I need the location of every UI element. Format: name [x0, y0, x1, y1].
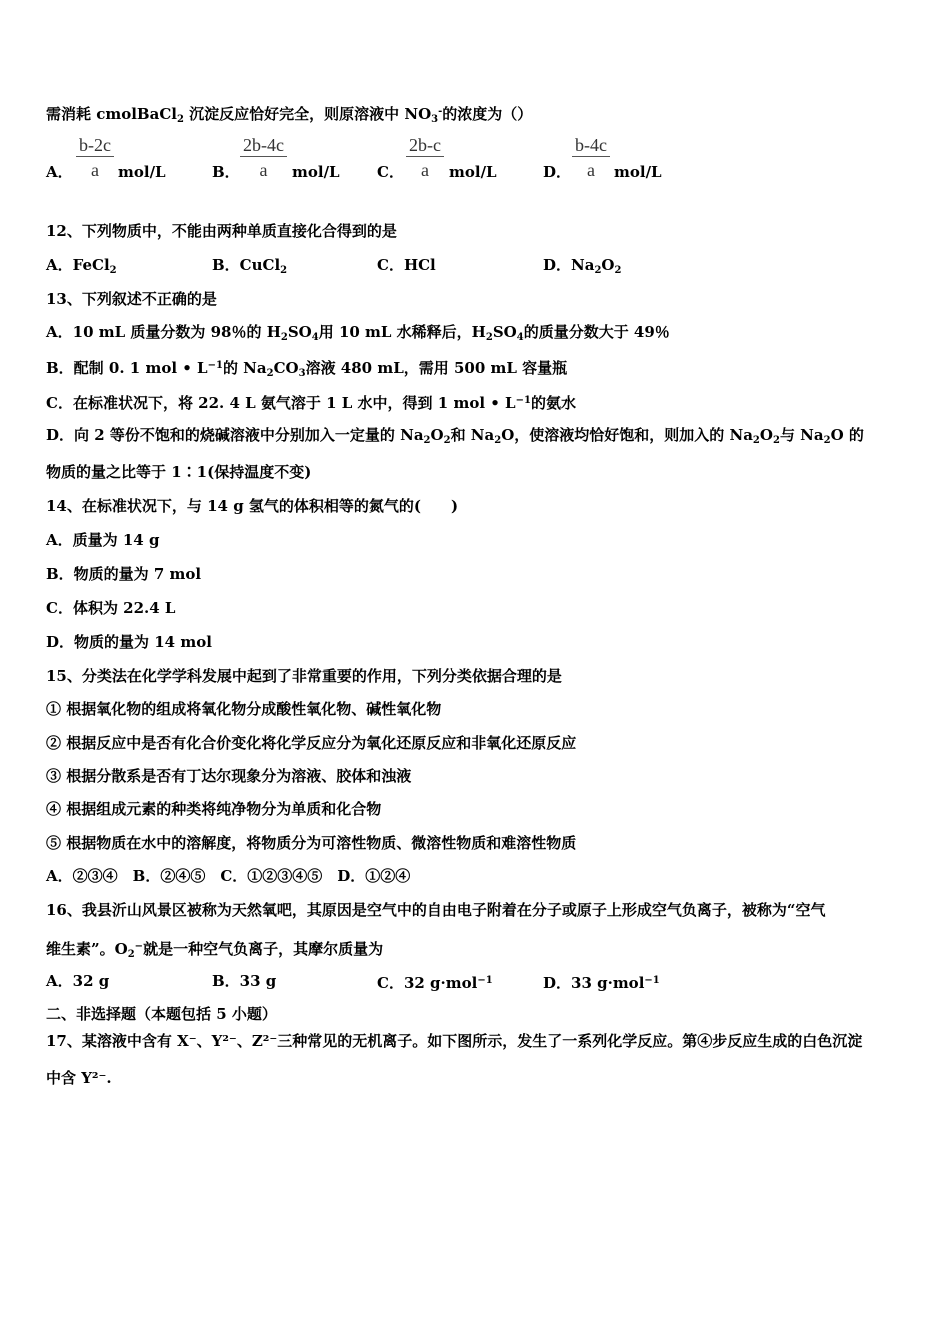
option-text: O [601, 256, 615, 274]
q16-option-b: B．33 g [212, 972, 277, 990]
q13-option-b [46, 356, 567, 384]
option-text: A．FeCl [46, 256, 110, 274]
option-text: C．在标准状况下，将 22. 4 L 氨气溶于 1 L 水中，得到 1 mol • L [46, 394, 516, 412]
section-heading: 二、非选择题（本题包括 5 小题） [46, 1005, 277, 1023]
q13-option-d [46, 425, 864, 451]
subscript: 3 [431, 114, 439, 125]
q12-option-d [543, 255, 621, 281]
q13-option-a [46, 322, 670, 348]
option-text: SO [492, 323, 517, 341]
q11-option-d-fraction [572, 134, 610, 181]
q12-option-c: C．HCl [377, 256, 436, 274]
q17-line2: 中含 Y²⁻. [46, 1069, 112, 1087]
option-text: 溶液 480 mL，需用 500 mL 容量瓶 [305, 359, 568, 377]
q13-stem: 13、下列叙述不正确的是 [46, 290, 217, 308]
subscript: 2 [594, 265, 602, 276]
option-text: 和 Na [450, 426, 495, 444]
q16-option-d [543, 971, 660, 993]
subscript: 2 [127, 949, 135, 960]
q14-option-a: A．质量为 14 g [46, 531, 160, 549]
q11-option-b-unit: mol/L [292, 163, 340, 181]
option-text: 用 10 mL 水稀释后，H [318, 323, 486, 341]
fraction-denominator: a [259, 160, 268, 180]
q15-options: A．②③④ B．②④⑤ C．①②③④⑤ D．①②④ [46, 867, 411, 885]
q14-stem: 14、在标准状况下，与 14 g 氢气的体积相等的氮气的( ) [46, 497, 459, 515]
q13-option-d-continued: 物质的量之比等于 1∶1(保持温度不变) [46, 463, 312, 481]
superscript: −1 [207, 360, 223, 371]
subscript: 4 [516, 332, 524, 343]
q11-stem-part: 需消耗 cmolBaCl [46, 105, 177, 123]
subscript: 4 [311, 332, 319, 343]
q11-option-a-fraction [76, 134, 114, 181]
q15-stem: 15、分类法在化学学科发展中起到了非常重要的作用，下列分类依据合理的是 [46, 667, 562, 685]
q11-option-c-letter: C． [377, 163, 404, 181]
subscript: 2 [280, 265, 288, 276]
option-text: D．向 2 等份不饱和的烧碱溶液中分别加入一定量的 Na [46, 426, 424, 444]
option-text: B．CuCl [212, 256, 281, 274]
q16-stem-line1: 16、我县沂山风景区被称为天然氧吧，其原因是空气中的自由电子附着在分子或原子上形成空气负离子，被称为“空气 [46, 901, 826, 919]
subscript: 2 [494, 435, 502, 446]
q11-option-d-letter: D． [543, 163, 572, 181]
q11-option-a-unit: mol/L [118, 163, 166, 181]
q14-option-b: B．物质的量为 7 mol [46, 565, 202, 583]
subscript: 2 [423, 435, 431, 446]
stem-text: 维生素”。O [46, 940, 128, 958]
q11-stem [46, 102, 532, 130]
option-text: C．32 g·mol [377, 974, 478, 992]
option-text: CO [273, 359, 299, 377]
q12-option-a [46, 255, 117, 281]
q14-option-c: C．体积为 22.4 L [46, 599, 176, 617]
q11-option-a-letter: A． [46, 163, 73, 181]
fraction-numerator: b-4c [572, 134, 610, 157]
q15-statement-5: ⑤ 根据物质在水中的溶解度，将物质分为可溶性物质、微溶性物质和难溶性物质 [46, 834, 577, 852]
option-text: SO [287, 323, 312, 341]
q11-stem-part: 沉淀反应恰好完全，则原溶液中 NO [183, 105, 432, 123]
q11-option-b-letter: B． [212, 163, 240, 181]
q15-statement-1: ① 根据氧化物的组成将氧化物分成酸性氧化物、碱性氧化物 [46, 700, 442, 718]
option-text: A．10 mL 质量分数为 98％的 H [46, 323, 281, 341]
q11-option-c-unit: mol/L [449, 163, 497, 181]
option-text: D．Na [543, 256, 595, 274]
subscript: 2 [176, 114, 184, 125]
q11-stem-part: 的浓度为（） [442, 105, 533, 123]
subscript: 2 [823, 435, 831, 446]
option-text: O [430, 426, 444, 444]
option-text: D．33 g·mol [543, 974, 645, 992]
q11-option-c-fraction [406, 134, 444, 181]
q17-line1: 17、某溶液中含有 X⁻、Y²⁻、Z²⁻三种常见的无机离子。如下图所示，发生了一系列化学反应。第④步反应生成的白色沉淀 [46, 1032, 863, 1050]
q12-option-b [212, 255, 287, 281]
fraction-denominator: a [586, 160, 595, 180]
q15-statement-4: ④ 根据组成元素的种类将纯净物分为单质和化合物 [46, 800, 382, 818]
option-text: 的质量分数大于 49％ [523, 323, 670, 341]
superscript: - [438, 106, 443, 117]
superscript: −1 [515, 395, 531, 406]
superscript: −1 [477, 975, 493, 986]
q12-stem: 12、下列物质中，不能由两种单质直接化合得到的是 [46, 222, 397, 240]
fraction-numerator: b-2c [76, 134, 114, 157]
superscript: − [134, 941, 144, 952]
superscript: −1 [644, 975, 660, 986]
subscript: 2 [485, 332, 493, 343]
q16-option-c [377, 971, 493, 993]
fraction-denominator: a [420, 160, 429, 180]
q15-statement-2: ② 根据反应中是否有化合价变化将化学反应分为氧化还原反应和非氧化还原反应 [46, 734, 577, 752]
subscript: 2 [280, 332, 288, 343]
option-text: 的氨水 [530, 394, 576, 412]
option-text: O [759, 426, 773, 444]
q15-statement-3: ③ 根据分散系是否有丁达尔现象分为溶液、胶体和浊液 [46, 767, 412, 785]
fraction-numerator: 2b-4c [240, 134, 287, 157]
option-text: O 的 [830, 426, 864, 444]
fraction-denominator: a [90, 160, 99, 180]
subscript: 2 [772, 435, 780, 446]
option-text: O，使溶液均恰好饱和，则加入的 Na [501, 426, 753, 444]
subscript: 2 [266, 368, 274, 379]
q16-option-a: A．32 g [46, 972, 110, 990]
subscript: 2 [752, 435, 760, 446]
subscript: 3 [298, 368, 306, 379]
option-text: 与 Na [779, 426, 824, 444]
option-text: 的 Na [222, 359, 267, 377]
q11-option-d-unit: mol/L [614, 163, 662, 181]
subscript: 2 [443, 435, 451, 446]
q14-option-d: D．物质的量为 14 mol [46, 633, 212, 651]
q16-stem-line2 [46, 937, 383, 965]
subscript: 2 [109, 265, 117, 276]
q13-option-c [46, 391, 576, 413]
stem-text: 就是一种空气负离子，其摩尔质量为 [143, 940, 384, 958]
option-text: B．配制 0. 1 mol • L [46, 359, 208, 377]
fraction-numerator: 2b-c [406, 134, 444, 157]
q11-option-b-fraction [240, 134, 287, 181]
subscript: 2 [614, 265, 622, 276]
